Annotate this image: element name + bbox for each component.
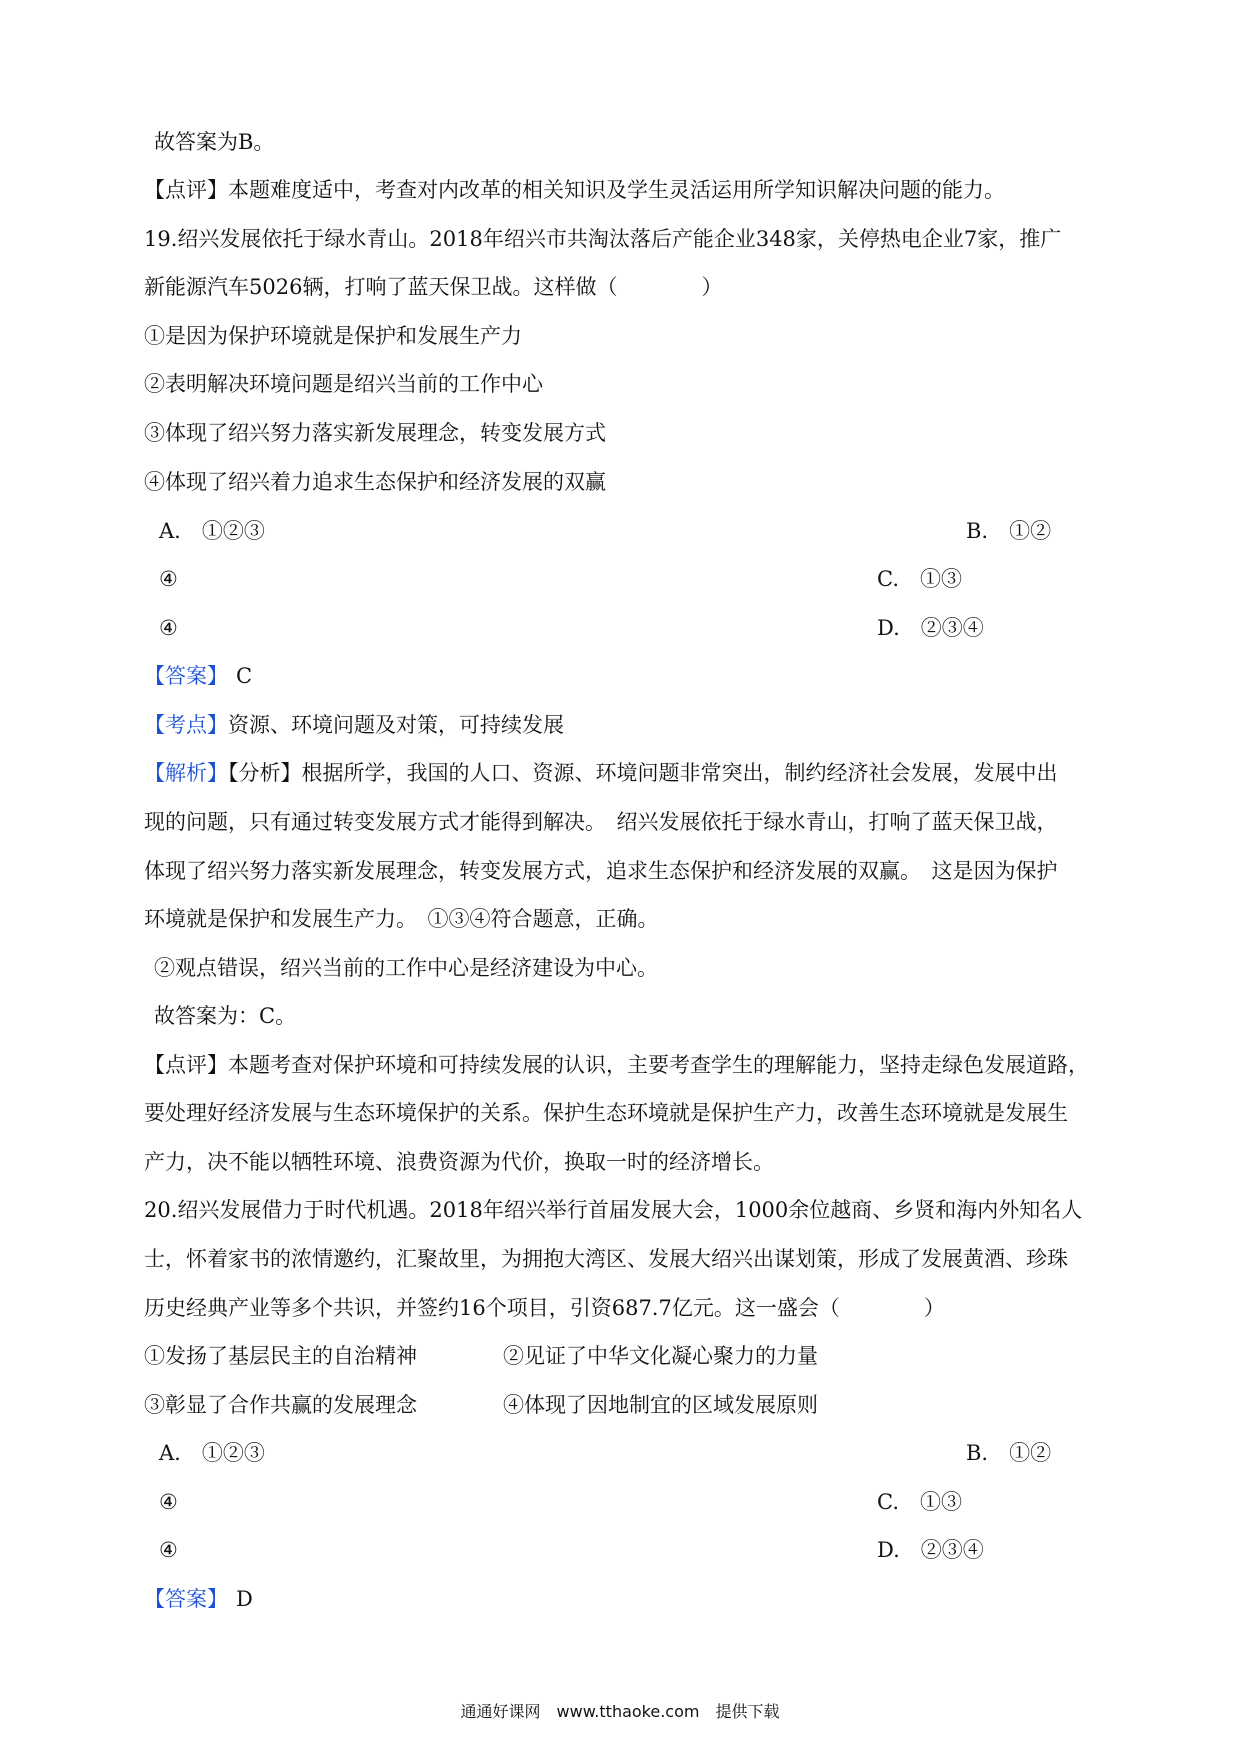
answer-mark: 【答案】 [144,1587,228,1611]
answer-mark: 【答案】 [144,664,228,688]
q18-comment [144,176,1005,204]
comment-text: 本题考查对保护环境和可持续发展的认识，主要考查学生的理解能力，坚持走绿色发展道路， [228,1053,1089,1077]
q20-item-2: ②见证了中华文化凝心聚力的力量 [503,1344,818,1368]
q20-option-c-cont: ④ [159,1538,178,1562]
q19-option-c-cont: ④ [159,616,178,640]
kaodian-text: 资源、环境问题及对策，可持续发展 [228,713,564,737]
q19-comment-line2: 要处理好经济发展与生态环境保护的关系。保护生态环境就是保护生产力，改善生态环境就是发展生 [144,1101,1068,1125]
q19-jiexi-line1 [144,759,1058,787]
page-footer: 通通好课网 www.tthaoke.com 提供下载 [460,1702,780,1721]
q19-item-4: ④体现了绍兴着力追求生态保护和经济发展的双赢 [144,470,606,494]
q19-stem-line1: 19.绍兴发展依托于绿水青山。2018年绍兴市共淘汰落后产能企业348家，关停热电企业7家，推广 [144,227,1062,251]
q19-answer [144,662,252,690]
q20-item-3: ③彰显了合作共赢的发展理念 [144,1393,417,1417]
q19-option-c: C. ①③ [877,567,962,591]
q19-option-a-cont: ④ [159,567,178,591]
q20-answer [144,1585,253,1613]
q20-option-c: C. ①③ [877,1490,962,1514]
q20-option-d: D. ②③④ [877,1538,984,1562]
q19-answer-line: 故答案为：C。 [154,1004,297,1028]
comment-text: 本题难度适中，考查对内改革的相关知识及学生灵活运用所学知识解决问题的能力。 [228,178,1005,202]
q19-option-a: A. ①②③ [159,519,265,543]
q20-item-4: ④体现了因地制宜的区域发展原则 [503,1393,818,1417]
q19-item-2: ②表明解决环境问题是绍兴当前的工作中心 [144,372,543,396]
answer-value: D [236,1587,253,1611]
comment-mark: 【点评】 [144,178,228,202]
q19-option-d: D. ②③④ [877,616,984,640]
kaodian-mark: 【考点】 [144,713,228,737]
jiexi-mark: 【解析】 [144,761,228,785]
q18-answer-line: 故答案为B。 [154,130,275,154]
q20-stem-line3: 历史经典产业等多个共识，并签约16个项目，引资687.7亿元。这一盛会（ ） [144,1296,945,1320]
jiexi-text: 【分析】根据所学，我国的人口、资源、环境问题非常突出，制约经济社会发展，发展中出 [228,761,1058,785]
q19-comment-line1 [144,1051,1089,1079]
q19-jiexi-line3: 体现了绍兴努力落实新发展理念，转变发展方式，追求生态保护和经济发展的双赢。 这是因为保护 [144,859,1058,883]
comment-mark: 【点评】 [144,1053,228,1077]
q19-jiexi-line2: 现的问题，只有通过转变发展方式才能得到解决。 绍兴发展依托于绿水青山，打响了蓝天保卫战， [144,810,1058,834]
q20-item-1: ①发扬了基层民主的自治精神 [144,1344,417,1368]
q19-item-1: ①是因为保护环境就是保护和发展生产力 [144,324,522,348]
answer-value: C [236,664,253,688]
q19-stem-line2: 新能源汽车5026辆，打响了蓝天保卫战。这样做（ ） [144,275,723,299]
q19-jiexi-line5: ②观点错误，绍兴当前的工作中心是经济建设为中心。 [154,956,658,980]
q19-jiexi-line4: 环境就是保护和发展生产力。 ①③④符合题意，正确。 [144,907,659,931]
q20-stem-line1: 20.绍兴发展借力于时代机遇。2018年绍兴举行首届发展大会，1000余位越商、乡贤和海内外知名人 [144,1198,1083,1222]
q19-item-3: ③体现了绍兴努力落实新发展理念，转变发展方式 [144,421,606,445]
q20-option-b: B. ①② [966,1441,1052,1465]
q19-kaodian [144,711,564,739]
q20-option-a-cont: ④ [159,1490,178,1514]
q20-option-a: A. ①②③ [159,1441,265,1465]
q19-option-b: B. ①② [966,519,1052,543]
q20-stem-line2: 士，怀着家书的浓情邀约，汇聚故里，为拥抱大湾区、发展大绍兴出谋划策，形成了发展黄酒、珍珠 [144,1247,1068,1271]
q19-comment-line3: 产力，决不能以牺牲环境、浪费资源为代价，换取一时的经济增长。 [144,1150,774,1174]
